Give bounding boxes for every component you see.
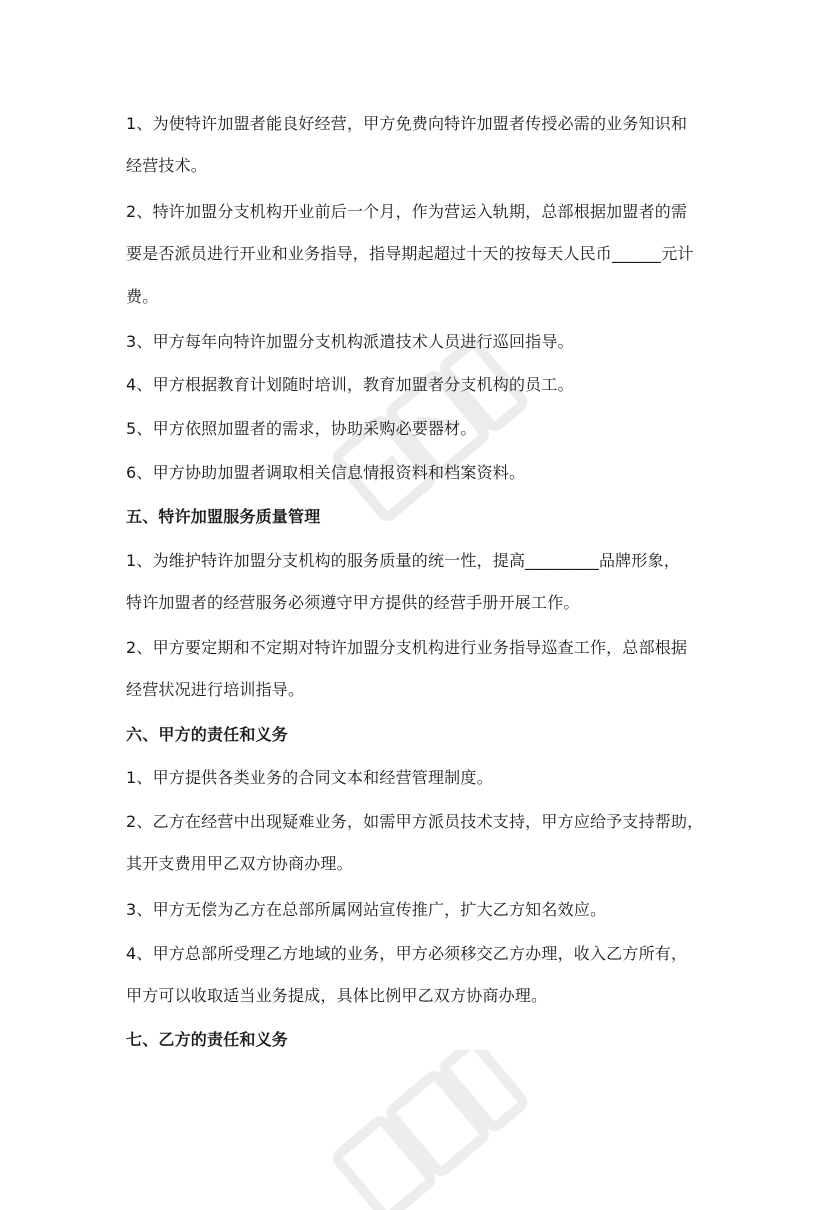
paragraph-line: 2、甲方要定期和不定期对特许加盟分支机构进行业务指导巡查工作，总部根据 — [126, 638, 688, 657]
paragraph-line: 经营技术。 — [126, 156, 208, 175]
paragraph-line: 1、为维护特许加盟分支机构的服务质量的统一性，提高_________品牌形象， — [126, 551, 680, 570]
paragraph-line: 3、甲方每年向特许加盟分支机构派遣技术人员进行巡回指导。 — [126, 332, 574, 351]
paragraph-line: 费。 — [126, 287, 159, 306]
paragraph-line: 要是否派员进行开业和业务指导，指导期起超过十天的按每天人民币______元计 — [126, 244, 694, 263]
paragraph-line: 2、乙方在经营中出现疑难业务，如需甲方派员技术支持，甲方应给予支持帮助， — [126, 812, 704, 831]
paragraph-line: 甲方可以收取适当业务提成，具体比例甲乙双方协商办理。 — [126, 986, 548, 1005]
paragraph-line: 5、甲方依照加盟者的需求，协助采购必要器材。 — [126, 419, 477, 438]
paragraph-line: 4、甲方根据教育计划随时培训，教育加盟者分支机构的员工。 — [126, 375, 574, 394]
paragraph-line: 2、特许加盟分支机构开业前后一个月，作为营运入轨期，总部根据加盟者的需 — [126, 202, 688, 221]
paragraph-line: 3、甲方无偿为乙方在总部所属网站宣传推广，扩大乙方知名效应。 — [126, 900, 607, 919]
section-heading: 七、乙方的责任和义务 — [126, 1030, 289, 1049]
section-heading: 六、甲方的责任和义务 — [126, 725, 289, 744]
paragraph-line: 6、甲方协助加盟者调取相关信息情报资料和档案资料。 — [126, 463, 526, 482]
paragraph-line: 1、为使特许加盟者能良好经营，甲方免费向特许加盟者传授必需的业务知识和 — [126, 114, 688, 133]
section-heading: 五、特许加盟服务质量管理 — [126, 507, 321, 526]
paragraph-line: 4、甲方总部所受理乙方地域的业务，甲方必须移交乙方办理，收入乙方所有， — [126, 944, 688, 963]
paragraph-line: 其开支费用甲乙双方协商办理。 — [126, 854, 353, 873]
paragraph-line: 特许加盟者的经营服务必须遵守甲方提供的经营手册开展工作。 — [126, 593, 580, 612]
paragraph-line: 1、甲方提供各类业务的合同文本和经营管理制度。 — [126, 768, 493, 787]
paragraph-line: 经营状况进行培训指导。 — [126, 680, 305, 699]
